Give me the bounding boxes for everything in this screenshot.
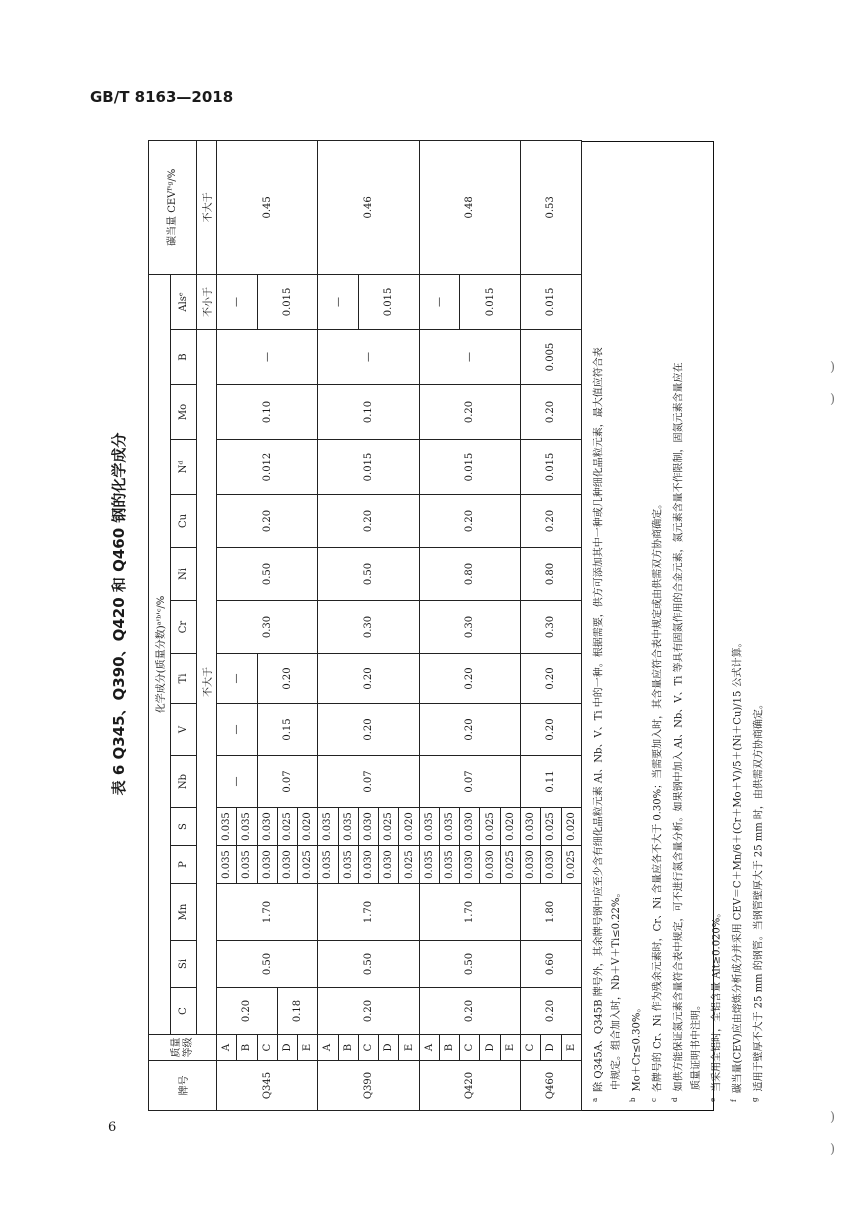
ni-cell: 0.80 bbox=[520, 548, 581, 601]
level-cell: B bbox=[338, 1035, 358, 1061]
p-cell: 0.030 bbox=[480, 846, 500, 884]
col-v: V bbox=[171, 704, 197, 756]
v-cell: 0.20 bbox=[419, 704, 520, 756]
grade-cell: Q460 bbox=[520, 1061, 581, 1111]
grade-header: 牌号 bbox=[149, 1061, 217, 1111]
v-cell: — bbox=[217, 704, 258, 756]
mn-cell: 1.70 bbox=[217, 884, 318, 941]
level-cell: D bbox=[541, 1035, 561, 1061]
col-c: C bbox=[171, 988, 197, 1035]
binding-mark-bottom: ) bbox=[830, 1110, 836, 1125]
c-cell: 0.20 bbox=[318, 988, 419, 1035]
footnote: $^d$如供方能保证氮元素含量符合表中规定，可不进行氮含量分析。如果钢中加入 Al、Nb、V、Ti 等具有固氮作用的合金元素，氮元素含量不作限制，固氮元素含量应在 bbox=[670, 362, 685, 1102]
ni-cell: 0.80 bbox=[419, 548, 520, 601]
col-cu: Cu bbox=[171, 495, 197, 548]
b-cell: 0.005 bbox=[520, 330, 581, 385]
nb-cell: 0.07 bbox=[257, 756, 318, 808]
footnote: $^g$适用于壁厚不大于 25 mm 的钢管。当钢管壁厚大于 25 mm 时，由供需双方协商确定。 bbox=[750, 699, 765, 1102]
cev-cell: 0.46 bbox=[318, 140, 419, 274]
s-cell: 0.025 bbox=[480, 808, 500, 846]
ti-cell: 0.20 bbox=[419, 654, 520, 704]
cu-cell: 0.20 bbox=[318, 495, 419, 548]
p-cell: 0.030 bbox=[520, 846, 540, 884]
b-cell: — bbox=[419, 330, 520, 385]
cev-cell: 0.48 bbox=[419, 140, 520, 274]
not-less-label: 不小于 bbox=[197, 274, 217, 329]
ni-cell: 0.50 bbox=[318, 548, 419, 601]
s-cell: 0.030 bbox=[460, 808, 480, 846]
col-n: Nᵈ bbox=[171, 440, 197, 495]
grade-cell: Q345 bbox=[217, 1061, 318, 1111]
s-cell: 0.035 bbox=[217, 808, 237, 846]
footnote-continuation: 中规定。组合加入时，Nb＋V＋Ti≤0.22%。 bbox=[610, 887, 622, 1090]
cev-cell: 0.45 bbox=[217, 140, 318, 274]
footnote: $^e$当采用全铝时，全铝含量 Alt≥0.020%。 bbox=[709, 907, 723, 1102]
footnote: $^f$碳当量(CEV)应由熔炼分析成分并采用 CEV＝C＋Mn/6＋(Cr＋Mo＋V)/5＋(Ni＋Cu)/15 公式计算。 bbox=[730, 637, 744, 1102]
cu-cell: 0.20 bbox=[419, 495, 520, 548]
footnote: $^c$各牌号的 Cr、Ni 作为残余元素时，Cr、Ni 含量应各不大于 0.30%；当需要加入时，其含量应符合表中规定或由供需双方协商确定。 bbox=[650, 498, 664, 1102]
nb-cell: 0.07 bbox=[419, 756, 520, 808]
ti-cell: 0.20 bbox=[318, 654, 419, 704]
s-cell: 0.020 bbox=[298, 808, 318, 846]
s-cell: 0.035 bbox=[419, 808, 439, 846]
cu-cell: 0.20 bbox=[217, 495, 318, 548]
p-cell: 0.035 bbox=[439, 846, 459, 884]
col-p: P bbox=[171, 846, 197, 884]
als-cell: 0.015 bbox=[520, 274, 581, 329]
cr-cell: 0.30 bbox=[318, 601, 419, 654]
level-cell: E bbox=[298, 1035, 318, 1061]
level-cell: C bbox=[460, 1035, 480, 1061]
als-cell: 0.015 bbox=[460, 274, 521, 329]
binding-mark-bottom-2: ) bbox=[830, 1142, 836, 1157]
cev-not-greater-label: 不大于 bbox=[197, 140, 217, 274]
s-cell: 0.035 bbox=[318, 808, 338, 846]
si-cell: 0.50 bbox=[217, 941, 318, 988]
level-cell: D bbox=[480, 1035, 500, 1061]
si-cell: 0.60 bbox=[520, 941, 581, 988]
ti-cell: 0.20 bbox=[257, 654, 318, 704]
col-nb: Nb bbox=[171, 756, 197, 808]
level-cell: A bbox=[318, 1035, 338, 1061]
s-cell: 0.025 bbox=[277, 808, 297, 846]
table-footnotes bbox=[582, 141, 765, 1111]
als-cell: 0.015 bbox=[257, 274, 318, 329]
c-cell: 0.20 bbox=[217, 988, 278, 1035]
s-cell: 0.020 bbox=[500, 808, 520, 846]
table-caption: 表 6 Q345、Q390、Q420 和 Q460 钢的化学成分 bbox=[110, 432, 128, 796]
cr-cell: 0.30 bbox=[217, 601, 318, 654]
s-cell: 0.035 bbox=[338, 808, 358, 846]
n-cell: 0.015 bbox=[419, 440, 520, 495]
nb-cell: 0.11 bbox=[520, 756, 581, 808]
s-cell: 0.035 bbox=[237, 808, 257, 846]
level-cell: B bbox=[439, 1035, 459, 1061]
mn-cell: 1.70 bbox=[419, 884, 520, 941]
level-cell: E bbox=[561, 1035, 581, 1061]
level-cell: C bbox=[257, 1035, 277, 1061]
als-cell: — bbox=[318, 274, 359, 329]
level-cell: B bbox=[237, 1035, 257, 1061]
b-cell: — bbox=[217, 330, 318, 385]
col-cr: Cr bbox=[171, 601, 197, 654]
p-cell: 0.025 bbox=[399, 846, 419, 884]
s-cell: 0.020 bbox=[561, 808, 581, 846]
p-cell: 0.035 bbox=[338, 846, 358, 884]
binding-mark-top: ) bbox=[830, 360, 836, 375]
si-cell: 0.50 bbox=[419, 941, 520, 988]
col-b: B bbox=[171, 330, 197, 385]
als-cell: — bbox=[217, 274, 258, 329]
cu-cell: 0.20 bbox=[520, 495, 581, 548]
cr-cell: 0.30 bbox=[520, 601, 581, 654]
footnote-continuation: 质量证明书中注明。 bbox=[690, 1000, 702, 1090]
c-cell: 0.18 bbox=[277, 988, 318, 1035]
col-ti: Ti bbox=[171, 654, 197, 704]
s-cell: 0.025 bbox=[541, 808, 561, 846]
level-cell: C bbox=[358, 1035, 378, 1061]
p-cell: 0.030 bbox=[379, 846, 399, 884]
ti-cell: 0.20 bbox=[520, 654, 581, 704]
cr-cell: 0.30 bbox=[419, 601, 520, 654]
mo-cell: 0.10 bbox=[318, 385, 419, 440]
v-cell: 0.20 bbox=[520, 704, 581, 756]
p-cell: 0.030 bbox=[541, 846, 561, 884]
n-cell: 0.012 bbox=[217, 440, 318, 495]
ti-cell: — bbox=[217, 654, 258, 704]
v-cell: 0.15 bbox=[257, 704, 318, 756]
p-cell: 0.025 bbox=[500, 846, 520, 884]
chemical-composition-table bbox=[148, 140, 582, 1111]
s-cell: 0.030 bbox=[257, 808, 277, 846]
col-mn: Mn bbox=[171, 884, 197, 941]
p-cell: 0.035 bbox=[318, 846, 338, 884]
mo-cell: 0.10 bbox=[217, 385, 318, 440]
mn-cell: 1.70 bbox=[318, 884, 419, 941]
p-cell: 0.030 bbox=[277, 846, 297, 884]
composition-group-header: 化学成分(质量分数)ᵃ'ᵇ'ᶜ/% bbox=[149, 274, 171, 1034]
mn-cell: 1.80 bbox=[520, 884, 581, 941]
level-cell: D bbox=[277, 1035, 297, 1061]
cev-cell: 0.53 bbox=[520, 140, 581, 274]
mo-cell: 0.20 bbox=[419, 385, 520, 440]
grade-cell: Q420 bbox=[419, 1061, 520, 1111]
c-cell: 0.20 bbox=[419, 988, 520, 1035]
n-cell: 0.015 bbox=[520, 440, 581, 495]
s-cell: 0.020 bbox=[399, 808, 419, 846]
s-cell: 0.035 bbox=[439, 808, 459, 846]
level-cell: E bbox=[399, 1035, 419, 1061]
ni-cell: 0.50 bbox=[217, 548, 318, 601]
col-ni: Ni bbox=[171, 548, 197, 601]
col-s: S bbox=[171, 808, 197, 846]
nb-cell: 0.07 bbox=[318, 756, 419, 808]
mo-cell: 0.20 bbox=[520, 385, 581, 440]
level-cell: A bbox=[217, 1035, 237, 1061]
s-cell: 0.030 bbox=[358, 808, 378, 846]
s-cell: 0.025 bbox=[379, 808, 399, 846]
col-mo: Mo bbox=[171, 385, 197, 440]
document-code: GB/T 8163—2018 bbox=[90, 88, 234, 106]
c-cell: 0.20 bbox=[520, 988, 581, 1035]
b-cell: — bbox=[318, 330, 419, 385]
p-cell: 0.035 bbox=[237, 846, 257, 884]
p-cell: 0.035 bbox=[419, 846, 439, 884]
footnote: $^a$除 Q345A、Q345B 牌号外，其余牌号钢中应至少含有细化晶粒元素 Al、Nb、V、Ti 中的一种。根据需要，供方可添加其中一种或几种细化晶粒元素，最大值应符合表 bbox=[591, 347, 605, 1102]
col-si: Si bbox=[171, 941, 197, 988]
footnote: $^b$Mo＋Cr≤0.30%。 bbox=[629, 1002, 643, 1102]
p-cell: 0.025 bbox=[298, 846, 318, 884]
level-cell: C bbox=[520, 1035, 540, 1061]
grade-cell: Q390 bbox=[318, 1061, 419, 1111]
binding-mark-top-2: ) bbox=[830, 392, 836, 407]
nb-cell: — bbox=[217, 756, 258, 808]
n-cell: 0.015 bbox=[318, 440, 419, 495]
p-cell: 0.030 bbox=[460, 846, 480, 884]
level-cell: D bbox=[379, 1035, 399, 1061]
si-cell: 0.50 bbox=[318, 941, 419, 988]
col-als: Alsᵉ bbox=[171, 274, 197, 329]
page-number: 6 bbox=[108, 1120, 117, 1135]
level-cell: E bbox=[500, 1035, 520, 1061]
v-cell: 0.20 bbox=[318, 704, 419, 756]
rotated-table-block bbox=[148, 141, 765, 1111]
p-cell: 0.030 bbox=[257, 846, 277, 884]
als-cell: — bbox=[419, 274, 460, 329]
p-cell: 0.025 bbox=[561, 846, 581, 884]
cev-group-header: 碳当量 CEVᶠ'ᵍ/% bbox=[149, 140, 197, 274]
p-cell: 0.035 bbox=[217, 846, 237, 884]
level-cell: A bbox=[419, 1035, 439, 1061]
quality-level-header: 质量等级 bbox=[149, 1035, 217, 1061]
p-cell: 0.030 bbox=[358, 846, 378, 884]
not-greater-label: 不大于 bbox=[197, 330, 217, 1035]
s-cell: 0.030 bbox=[520, 808, 540, 846]
als-cell: 0.015 bbox=[358, 274, 419, 329]
